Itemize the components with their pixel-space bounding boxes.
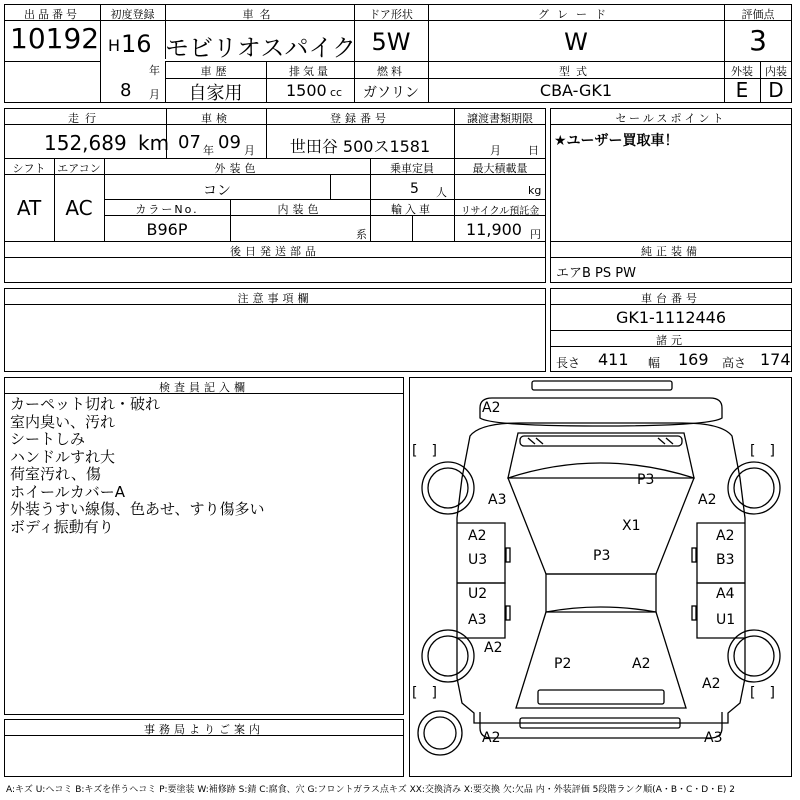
label-right-rear-door-2: U1 xyxy=(716,612,736,628)
mileage: 152,689 xyxy=(44,131,127,155)
fuel-header: 燃料 xyxy=(377,65,405,78)
dimensions-header: 諸元 xyxy=(656,334,686,347)
label-rear-bumper-left: A2 xyxy=(482,730,501,746)
label-left-quarter: A2 xyxy=(484,640,503,656)
displacement-unit: cc xyxy=(330,86,343,99)
inspector-note: 室内臭い、汚れ xyxy=(10,412,116,431)
inspector-note: 外装うすい線傷、色あせ、すり傷多い xyxy=(10,500,265,518)
recycle-header: リサイクル預託金 xyxy=(460,206,540,217)
model-code: CBA-GK1 xyxy=(539,81,613,100)
label-left-front-door-1: A2 xyxy=(468,528,487,544)
length: 411 xyxy=(598,350,629,369)
interior-header: 内装 xyxy=(765,65,787,78)
capacity-header: 乗車定員 xyxy=(390,162,434,175)
aircon-header: エアコン xyxy=(57,162,101,175)
interior-grade: D xyxy=(768,78,784,102)
plate-header: 登録番号 xyxy=(330,112,390,125)
exterior-header: 外装 xyxy=(731,65,753,78)
length-label: 長さ xyxy=(556,356,581,370)
inspection-year-unit: 年 xyxy=(203,144,214,157)
score-header: 評価点 xyxy=(741,8,775,21)
label-front-right-bracket: [ ] xyxy=(750,443,775,459)
inspector-note: 荷室汚れ、傷 xyxy=(10,465,101,483)
chassis-header: 車台番号 xyxy=(641,292,701,305)
displacement: 1500 xyxy=(286,81,327,100)
int-color-header: 内装色 xyxy=(277,203,323,216)
height: 174 xyxy=(760,350,791,369)
inspection-month-unit: 月 xyxy=(244,144,255,157)
label-roof: P3 xyxy=(593,548,611,564)
recycle-unit: 円 xyxy=(530,228,541,241)
import-header: 輸入車 xyxy=(391,203,433,216)
transfer-month-unit: 月 xyxy=(490,144,501,157)
label-right-fender: A2 xyxy=(698,492,717,508)
width: 169 xyxy=(678,350,709,369)
exterior-grade: E xyxy=(735,78,749,102)
lot-no: 10192 xyxy=(10,22,100,55)
label-hood: P3 xyxy=(637,472,655,488)
capacity: 5 xyxy=(410,181,419,197)
inspector-note: ホイールカバーA xyxy=(10,482,125,501)
ext-color: コン xyxy=(203,183,231,199)
label-right-rear-door-1: A4 xyxy=(716,586,735,602)
notes-header: 注意事項欄 xyxy=(237,292,313,305)
inspection-month: 09 xyxy=(218,132,241,153)
sales-point: ★ユーザー買取車！ xyxy=(554,133,679,149)
shift: AT xyxy=(16,196,42,220)
label-left-back: P2 xyxy=(554,656,572,672)
label-rear-right-bracket: [ ] xyxy=(750,685,775,701)
width-label: 幅 xyxy=(648,356,661,370)
lot-no-header: 出品番号 xyxy=(24,8,80,21)
displacement-header: 排気量 xyxy=(289,65,331,78)
sales-point-header: セールスポイント xyxy=(615,112,727,125)
transfer-header: 譲渡書類期限 xyxy=(467,112,533,125)
label-front-bumper: A2 xyxy=(482,400,501,416)
first-reg-header: 初度登録 xyxy=(110,8,155,21)
height-label: 高さ xyxy=(722,356,747,370)
label-right-front-door-1: A2 xyxy=(716,528,735,544)
label-left-front-door-2: U3 xyxy=(468,552,488,568)
aircon: AC xyxy=(65,196,93,220)
label-front-left-bracket: [ ] xyxy=(412,443,437,459)
reg-year-unit: 年 xyxy=(149,64,160,77)
label-rear-bumper-right: A3 xyxy=(704,730,723,746)
label-rear-left-bracket: [ ] xyxy=(412,685,437,701)
inspection-header: 車検 xyxy=(201,112,231,125)
history-header: 車歴 xyxy=(200,65,231,78)
car-name-header: 車名 xyxy=(242,8,277,21)
color-no: B96P xyxy=(146,220,188,239)
sales-point-block xyxy=(550,108,792,242)
car-name: モビリオスパイク xyxy=(165,34,357,62)
label-right-front-door-2: B3 xyxy=(716,552,735,568)
load-unit: kg xyxy=(528,184,542,197)
plate: 世田谷 500ス1581 xyxy=(289,137,431,156)
max-load-header: 最大積載量 xyxy=(472,162,528,175)
reg-month-unit: 月 xyxy=(149,88,160,101)
inspector-note: ボディ振動有り xyxy=(10,517,114,536)
label-windshield: X1 xyxy=(622,518,641,534)
door-type: 5W xyxy=(371,28,411,56)
reg-month: 8 xyxy=(120,80,132,101)
transfer-day-unit: 日 xyxy=(528,144,539,157)
inspector-header: 検査員記入欄 xyxy=(159,381,249,394)
model-code-header: 型式 xyxy=(559,65,593,78)
fuel: ガソリン xyxy=(363,85,419,101)
label-left-rear-door-1: U2 xyxy=(468,586,488,602)
label-right-back: A2 xyxy=(632,656,651,672)
inspector-note: ハンドルすれ大 xyxy=(10,447,116,466)
color-no-header: カラーNo. xyxy=(135,203,199,216)
era: H xyxy=(108,36,121,55)
grade-header: グレード xyxy=(538,8,614,21)
mileage-unit: km xyxy=(138,131,170,155)
chassis-no: GK1-1112446 xyxy=(615,308,727,327)
equipment-header: 純正装備 xyxy=(641,245,701,258)
grade: W xyxy=(564,28,588,56)
ext-color-header: 外装色 xyxy=(214,162,260,175)
mileage-header: 走行 xyxy=(68,112,102,125)
label-left-rear-door-2: A3 xyxy=(468,612,487,628)
later-parts-header: 後日発送部品 xyxy=(230,245,320,258)
inspector-note: カーペット切れ・破れ xyxy=(10,395,161,413)
door-type-header: ドア形状 xyxy=(369,8,413,21)
capacity-unit: 人 xyxy=(436,186,447,199)
inspector-note: シートしみ xyxy=(10,430,86,448)
equipment: エアB PS PW xyxy=(556,266,636,281)
shift-header: シフト xyxy=(12,162,46,175)
label-right-quarter: A2 xyxy=(702,676,721,692)
label-left-fender: A3 xyxy=(488,492,507,508)
legend: A:キズ U:ヘコミ B:キズを伴うヘコミ P:要塗装 W:補修跡 S:錆 C:腐食、穴 G:フロントガラス点キズ XX:交換済み X:要交換 欠:欠品 内・外装評価 5段階ランク順(A・B・C・D・E) 2 xyxy=(6,785,736,795)
reg-year: 16 xyxy=(121,30,152,58)
inspector-notes-list xyxy=(10,396,265,536)
office-header: 事務局よりご案内 xyxy=(144,723,264,736)
history: 自家用 xyxy=(188,83,243,104)
car-outline-diagram xyxy=(410,378,791,776)
int-color-unit: 系 xyxy=(356,228,367,241)
inspection-year: 07 xyxy=(178,132,201,153)
score: 3 xyxy=(749,24,767,57)
damage-diagram xyxy=(409,377,792,777)
recycle: 11,900 xyxy=(466,220,522,239)
